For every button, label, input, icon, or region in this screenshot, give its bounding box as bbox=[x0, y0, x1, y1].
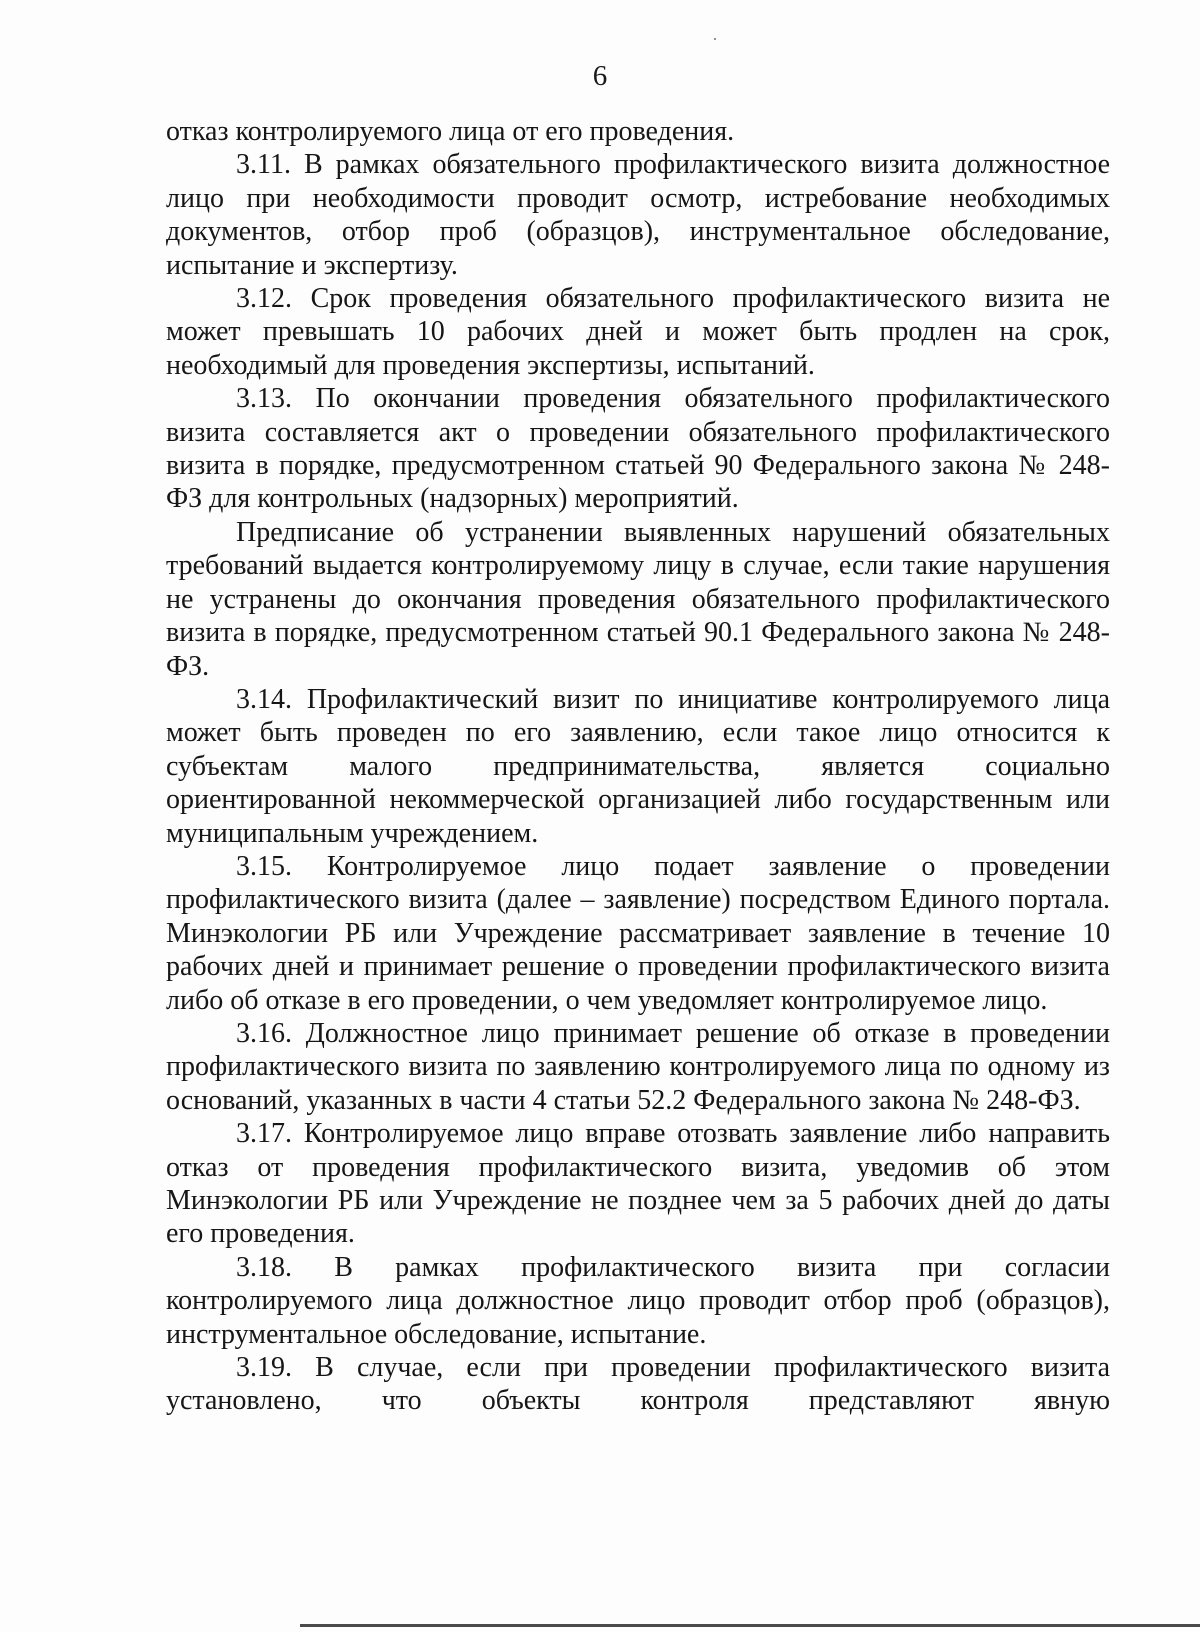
paragraph-3-11: 3.11. В рамках обязательного профилактического визита должностное лицо при необходимости проводит осмотр, истребование необходимых документов, отбор проб (образцов), инструментальное обследование, испытание и экспертизу. bbox=[166, 149, 1110, 281]
paragraph-3-14: 3.14. Профилактический визит по инициативе контролируемого лица может быть проведен по его заявлению, если такое лицо относится к субъектам малого предпринимательства, является социально ориентированной некоммерческой организацией либо государственным или муниципальным учреждением. bbox=[166, 683, 1110, 849]
paragraph-3-16: 3.16. Должностное лицо принимает решение об отказе в проведении профилактического визита по заявлению контролируемого лица по одному из оснований, указанных в части 4 статьи 52.2 Федерального закона № 248-ФЗ. bbox=[166, 1017, 1110, 1116]
paragraph-3-13: 3.13. По окончании проведения обязательного профилактического визита составляется акт о проведении обязательного профилактического визита в порядке, предусмотренном статьей 90 Федерального закона № 248-ФЗ для контрольных (надзорных) мероприятий. bbox=[166, 383, 1110, 515]
paragraph-3-19: 3.19. В случае, если при проведении профилактического визита установлено, что объекты контроля представляют явную bbox=[166, 1352, 1110, 1417]
scan-artifact-bottom-edge bbox=[300, 1624, 1200, 1627]
document-body bbox=[166, 115, 1110, 1418]
paragraph-3-17: 3.17. Контролируемое лицо вправе отозвать заявление либо направить отказ от проведения профилактического визита, уведомив об этом Минэкологии РБ или Учреждение не позднее чем за 5 рабочих дней до даты его проведения. bbox=[166, 1118, 1110, 1250]
paragraph-3-15: 3.15. Контролируемое лицо подает заявление о проведении профилактического визита (далее – заявление) посредством Единого портала. Минэкологии РБ или Учреждение рассматривает заявление в течение 10 рабочих дней и принимает решение о проведении профилактического визита либо об отказе в его проведении, о чем уведомляет контролируемое лицо. bbox=[166, 850, 1110, 1016]
paragraph-3-12: 3.12. Срок проведения обязательного профилактического визита не может превышать 10 рабочих дней и может быть продлен на срок, необходимый для проведения экспертизы, испытаний. bbox=[166, 283, 1110, 381]
paragraph-prescription: Предписание об устранении выявленных нарушений обязательных требований выдается контролируемому лицу в случае, если такие нарушения не устранены до окончания проведения обязательного профилактического визита в порядке, предусмотренном статьей 90.1 Федерального закона № 248-ФЗ. bbox=[166, 516, 1110, 682]
paragraph-continuation: отказ контролируемого лица от его проведения. bbox=[166, 116, 735, 147]
paragraph-3-18: 3.18. В рамках профилактического визита при согласии контролируемого лица должностное лицо проводит отбор проб (образцов), инструментальное обследование, испытание. bbox=[166, 1251, 1110, 1350]
page-number: 6 bbox=[592, 60, 608, 92]
scan-artifact-dot bbox=[714, 38, 716, 40]
